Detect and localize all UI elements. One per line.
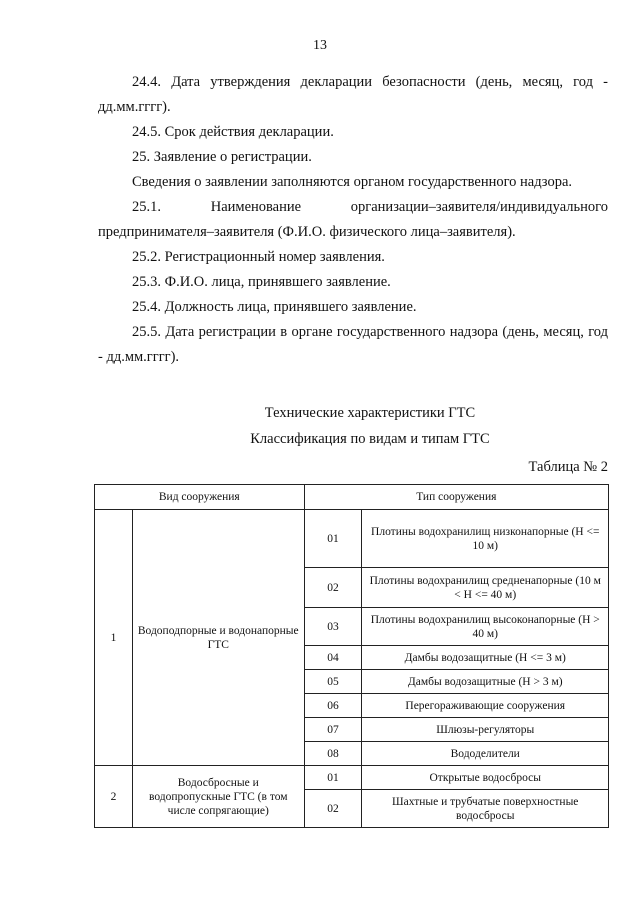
gts-classification-table [94,484,609,828]
type-code: 02 [304,568,362,608]
paragraph-25-1-line2: предпринимателя–заявителя (Ф.И.О. физического лица–заявителя). [98,224,516,240]
table-row [95,766,609,790]
group-kind: Водоподпорные и водонапорные ГТС [132,510,304,766]
table-caption: Таблица № 2 [528,459,608,475]
page-number: 13 [313,38,327,53]
section-subtitle: Классификация по видам и типам ГТС [250,431,490,447]
type-code: 03 [304,608,362,646]
type-name: Плотины водохранилищ высоконапорные (Н > 40 м) [362,608,609,646]
paragraph-25-4: 25.4. Должность лица, принявшего заявление. [132,299,417,315]
type-name: Шлюзы-регуляторы [362,718,609,742]
paragraph-25-3: 25.3. Ф.И.О. лица, принявшего заявление. [132,274,391,290]
table-header-row [95,485,609,510]
paragraph-25-1-line1: 25.1. Наименование организации–заявителя/индивидуального [132,199,608,215]
table-row [95,510,609,568]
type-name: Открытые водосбросы [362,766,609,790]
type-code: 06 [304,694,362,718]
group-kind: Водосбросные и водопропускные ГТС (в том числе сопрягающие) [132,766,304,828]
type-code: 08 [304,742,362,766]
paragraph-24-4: 24.4. Дата утверждения декларации безопасности (день, месяц, год - дд.мм.гггг). [98,74,608,115]
type-code: 04 [304,646,362,670]
type-name: Дамбы водозащитные (Н > 3 м) [362,670,609,694]
section-title: Технические характеристики ГТС [264,405,476,421]
paragraph-25: 25. Заявление о регистрации. [132,149,312,165]
type-name: Дамбы водозащитные (Н <= 3 м) [362,646,609,670]
paragraph-25-2: 25.2. Регистрационный номер заявления. [132,249,385,265]
type-name: Перегораживающие сооружения [362,694,609,718]
paragraph-registration-info: Сведения о заявлении заполняются органом государственного надзора. [132,174,572,190]
group-number: 1 [95,510,133,766]
type-name: Плотины водохранилищ средненапорные (10 м < Н <= 40 м) [362,568,609,608]
type-name: Плотины водохранилищ низконапорные (Н <= 10 м) [362,510,609,568]
body-text [98,70,608,370]
group-number: 2 [95,766,133,828]
type-code: 02 [304,790,362,828]
paragraph-25-5: 25.5. Дата регистрации в органе государственного надзора (день, месяц, год - дд.мм.гггг). [98,324,608,365]
header-type: Тип сооружения [304,485,608,510]
type-name: Шахтные и трубчатые поверхностные водосбросы [362,790,609,828]
type-name: Вододелители [362,742,609,766]
type-code: 01 [304,766,362,790]
type-code: 05 [304,670,362,694]
paragraph-24-5: 24.5. Срок действия декларации. [132,124,334,140]
type-code: 01 [304,510,362,568]
header-kind: Вид сооружения [95,485,305,510]
type-code: 07 [304,718,362,742]
